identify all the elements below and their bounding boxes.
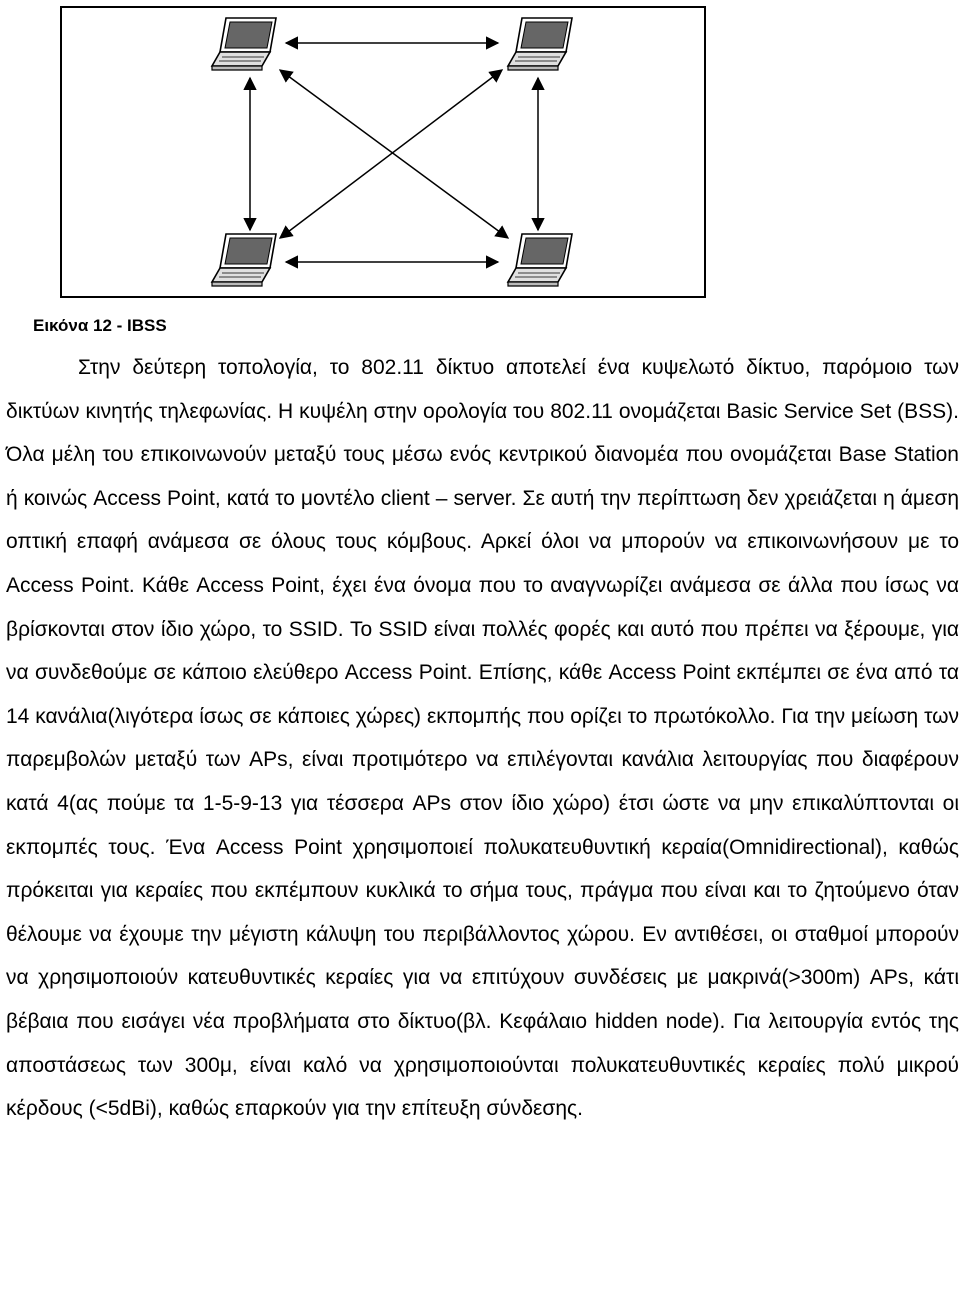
laptop-icon xyxy=(508,18,572,70)
laptop-icon xyxy=(508,234,572,286)
ibss-diagram xyxy=(60,6,706,298)
ibss-diagram-svg xyxy=(62,8,704,296)
body-paragraph: Στην δεύτερη τοπολογία, το 802.11 δίκτυο αποτελεί ένα κυψελωτό δίκτυο, παρόμοιο των δικτύων κινητής τηλεφωνίας. Η κυψέλη στην ορολογία του 802.11 ονομάζεται Basic Service Set (BSS). Όλα μέλη του επικοινωνούν μεταξύ τους μέσω ενός κεντρικού διανομέα που ονομάζεται Base Station ή κοινώς Access Point, κατά το μοντέλο client – server. Σε αυτή την περίπτωση δεν χρειάζεται η άμεση οπτική επαφή ανάμεσα σε όλους τους κόμβους. Αρκεί όλοι να μπορούν να επικοινωνήσουν με το Access Point. Κάθε Access Point, έχει ένα όνομα που το αναγνωρίζει ανάμεσα σε άλλα που ίσως να βρίσκονται στον ίδιο χώρο, το SSID. Το SSID είναι πολλές φορές και αυτό που πρέπει να ξέρουμε, για να συνδεθούμε σε κάποιο ελεύθερο Access Point. Επίσης, κάθε Access Point εκπέμπει σε ένα από τα 14 κανάλια(λιγότερα ίσως σε κάποιες χώρες) εκπομπής που ορίζει το πρωτόκολλο. Για την μείωση των παρεμβολών μεταξύ των APs, είναι προτιμότερο να επιλέγονται κανάλια λειτουργίας που διαφέρουν κατά 4(ας πούμε τα 1-5-9-13 για τέσσερα APs στον ίδιο χώρο) έτσι ώστε να μην επικαλύπτονται οι εκπομπές τους. Ένα Access Point χρησιμοποιεί πολυκατευθυντική κεραία(Omnidirectional), καθώς πρόκειται για κεραίες που εκπέμπουν κυκλικά το σήμα τους, πράγμα που είναι και το ζητούμενο όταν θέλουμε να έχουμε την μέγιστη κάλυψη του περιβάλλοντος χώρου. Εν αντιθέσει, οι σταθμοί μπορούν να χρησιμοποιούν κατευθυντικές κεραίες για να επιτύχουν συνδέσεις με μακρινά(>300m) APs, κάτι βέβαια που εισάγει νέα προβλήματα στο δίκτυο(βλ. Κεφάλαιο hidden node). Για λειτουργία εντός της αποστάσεως των 300μ, είναι καλό να χρησιμοποιούνται πολυκατευθυντικές κεραίες πολύ μικρού κέρδους (<5dBi), καθώς επαρκούν για την επίτευξη σύνδεσης. xyxy=(6,356,959,1121)
laptop-icon xyxy=(212,234,276,286)
laptop-icon xyxy=(212,18,276,70)
figure-caption: Εικόνα 12 - IBSS xyxy=(33,316,167,335)
